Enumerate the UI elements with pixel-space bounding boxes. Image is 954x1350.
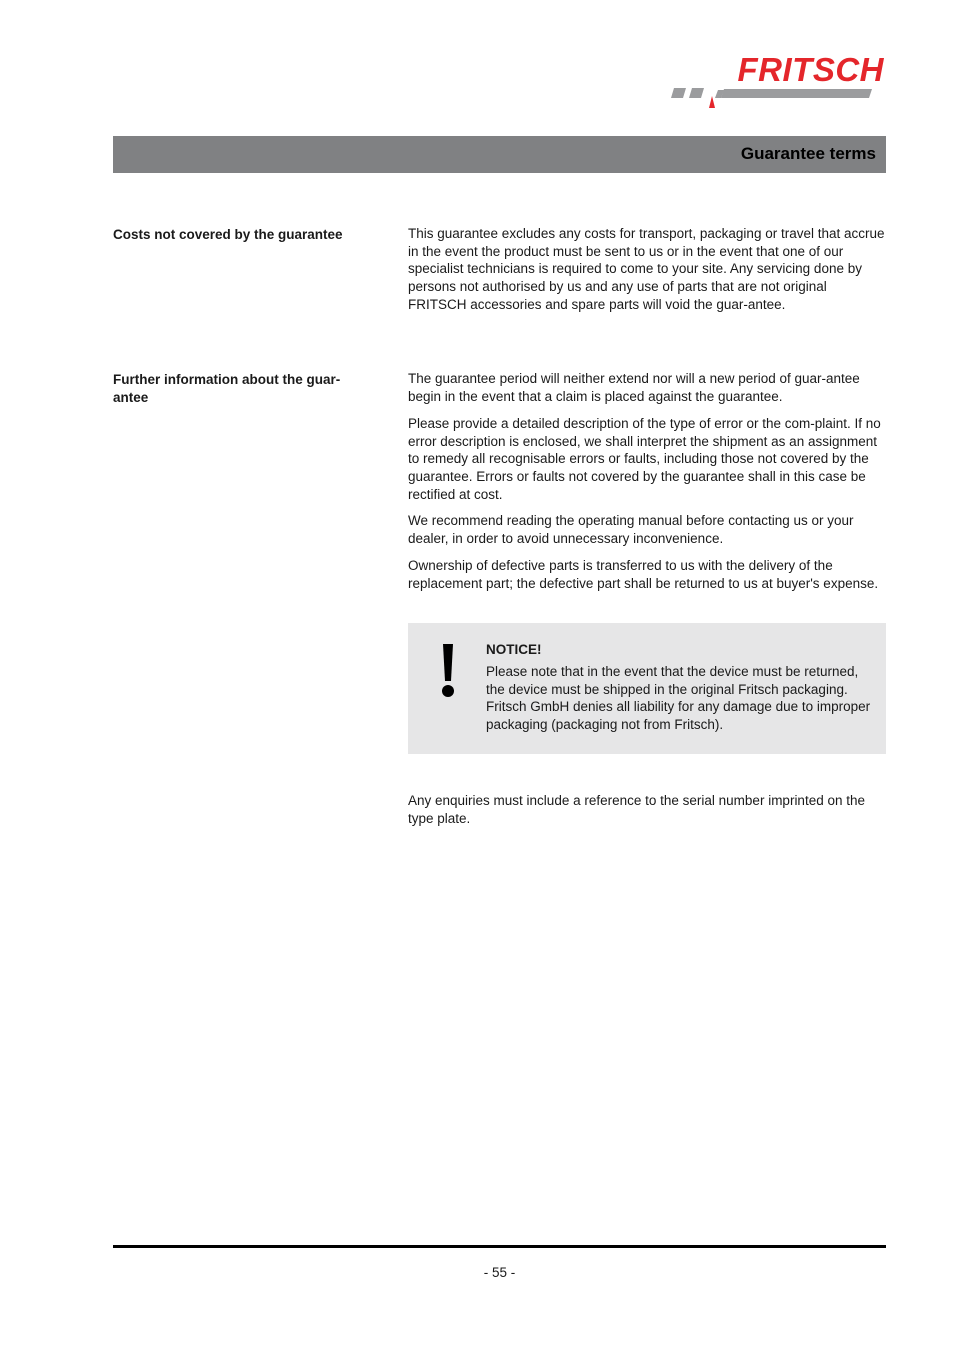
fritsch-logo [668,52,888,112]
logo-wordmark: FRITSCH [737,51,884,88]
page-number: - 55 - [483,1265,516,1280]
heading-costs-not-covered: Costs not covered by the guarantee [113,227,343,242]
notice-box [408,623,886,754]
further-info-paragraph-1: The guarantee period will neither extend nor will a new period of guar-antee begin in the event that a claim is placed against the guarantee. [408,371,860,404]
notice-title: NOTICE! [486,642,542,657]
closing-paragraph: Any enquiries must include a reference to the serial number imprinted on the type plate. [408,793,865,826]
further-info-paragraph-3: We recommend reading the operating manual before contacting us or your dealer, in order to avoid unnecessary inconvenience. [408,513,854,546]
costs-paragraph: This guarantee excludes any costs for transport, packaging or travel that accrue in the event the product must be sent to us or in the event that one of our specialist technicians is required to come to your site. Any servicing done by persons not authorised by us and any use of parts that are not original FRITSCH accessories and spare parts will void the guar-antee. [408,226,885,312]
footer-divider [113,1245,886,1248]
heading-further-information: Further information about the guar-antee [113,372,341,405]
further-info-paragraph-4: Ownership of defective parts is transferred to us with the delivery of the replacement part; the defective part shall be returned to us at buyer's expense. [408,558,879,591]
logo-stripes-icon [668,52,888,112]
notice-text: Please note that in the event that the device must be returned, the device must be shipped in the original Fritsch packaging. Fritsch GmbH denies all liability for any damage due to improper packaging (packaging not from Fritsch). [486,664,871,733]
further-info-paragraph-2: Please provide a detailed description of the type of error or the com-plaint. If no error description is enclosed, we shall interpret the shipment as an assignment to remedy all recognisable errors or faults, including those not covered by the guarantee. Errors or faults not covered by the guarantee shall in this case be rectified at cost. [408,416,881,502]
section-header-bar [113,136,886,173]
exclamation-icon [441,644,455,698]
page-title: Guarantee terms [740,144,876,163]
